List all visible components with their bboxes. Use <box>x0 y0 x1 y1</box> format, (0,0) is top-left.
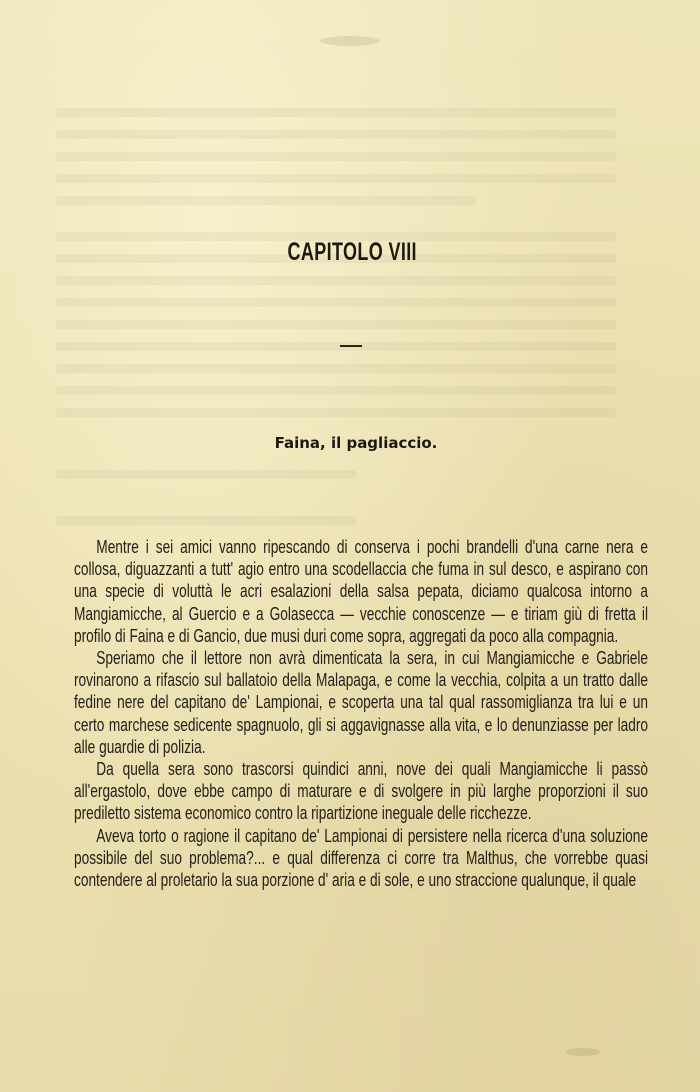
bleed-through-line <box>56 130 616 139</box>
bleed-through-line <box>56 152 616 161</box>
body-text <box>74 536 648 891</box>
page-smudge <box>566 1048 600 1056</box>
bleed-through-line <box>56 174 616 183</box>
chapter-heading: CAPITOLO VIII <box>287 238 417 266</box>
bleed-through-line <box>56 276 616 285</box>
paragraph-block <box>74 536 648 891</box>
paragraph: Mentre i sei amici vanno ripescando di conserva i pochi brandelli d'una carne nera e collosa, diguazzanti a tutt' agio entro una scodellaccia che fuma in sul desco, e aspirano con una specie di voluttà le acri esalazioni della salsa pepata, diciamo qualcosa intorno a Mangiamicche, al Guercio e a Golasecca — vecchie conoscenze — e tiriam giù di fretta il profilo di Faina e di Gancio, due musi duri come sopra, aggregati da poco alla compagnia. <box>74 536 648 646</box>
bleed-through-line <box>56 342 616 351</box>
bleed-through-line <box>56 470 356 479</box>
bleed-through-line <box>56 298 616 307</box>
bleed-through-line <box>56 364 616 373</box>
bleed-through-line <box>56 320 616 329</box>
bleed-through-line <box>56 196 476 205</box>
chapter-divider <box>340 345 362 347</box>
paragraph: Speriamo che il lettore non avrà dimenticata la sera, in cui Mangiamicche e Gabriele rovinarono a rifascio sul ballatoio della Malapaga, e come la vecchia, colpita a un tratto dalle fedine nere del capitano de' Lampionai, e scoperta una tal qual rassomiglianza tra lui e un certo marchese sedicente spagnuolo, gli si aggavignasse alla vita, e lo denunziasse per ladro alle guardie di polizia. <box>74 647 648 757</box>
chapter-subtitle: Faina, il pagliaccio. <box>274 434 438 452</box>
paragraph: Aveva torto o ragione il capitano de' Lampionai di persistere nella ricerca d'una soluzione possibile del suo problema?... e qual differenza ci corre tra Malthus, che vorrebbe quasi contendere al proletario la sua porzione d' aria e di sole, e uno straccione qualunque, il quale <box>74 824 648 891</box>
bleed-through-line <box>56 408 616 417</box>
page-smudge <box>320 36 380 46</box>
bleed-through-line <box>56 108 616 117</box>
bleed-through-line <box>56 516 356 525</box>
bleed-through-line <box>56 386 616 395</box>
paragraph: Da quella sera sono trascorsi quindici anni, nove dei quali Mangiamicche li passò all'ergastolo, dove ebbe campo di maturare e di svolgere in più larghe proporzioni il suo prediletto sistema economico contro la ripartizione ineguale delle ricchezze. <box>74 758 648 824</box>
